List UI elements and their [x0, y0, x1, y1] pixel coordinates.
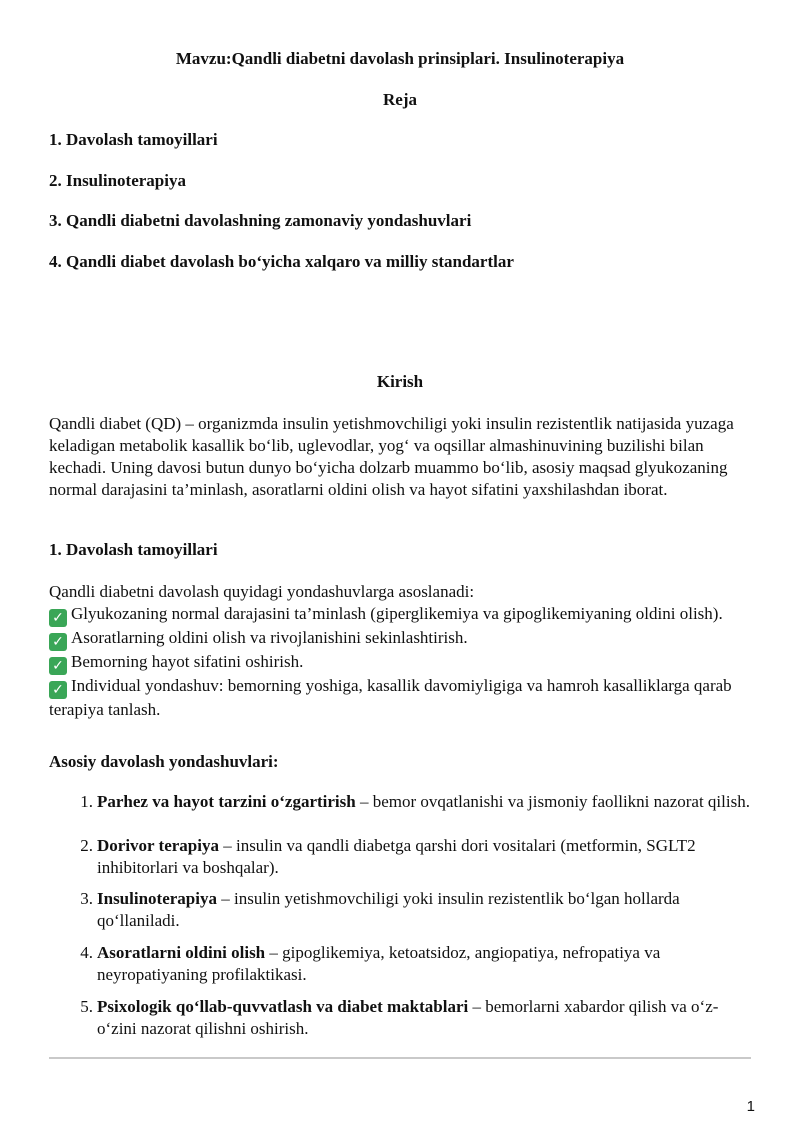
- approach-item: [73, 835, 758, 879]
- plan-item: 4. Qandli diabet davolash bo‘yicha xalqaro va milliy standartlar: [49, 252, 514, 271]
- approach-term: Dorivor terapiya: [97, 836, 219, 855]
- approach-number: 4.: [80, 943, 93, 962]
- principles-block: [49, 581, 764, 721]
- section-heading: 1. Davolash tamoyillari: [49, 540, 218, 559]
- document-title: Mavzu:Qandli diabetni davolash prinsiplari. Insulinoterapiya: [175, 49, 625, 68]
- approach-description: – insulin va qandli diabetga qarshi dori vositalari (metformin, SGLT2 inhibitorlari va boshqalar).: [97, 836, 696, 877]
- approach-description: – gipoglikemiya, ketoatsidoz, angiopatiya, nefropatiya va neyropatiyaning profilaktikasi.: [97, 943, 661, 984]
- checklist-text: Bemorning hayot sifatini oshirish.: [71, 652, 304, 671]
- approach-item: [73, 942, 758, 986]
- check-mark-icon: ✓: [49, 633, 67, 651]
- approach-number: 1.: [80, 792, 93, 811]
- check-mark-icon: ✓: [49, 657, 67, 675]
- checklist-item: [49, 651, 764, 675]
- intro-heading: Kirish: [376, 372, 424, 391]
- approach-item: [73, 888, 758, 932]
- approach-number: 2.: [80, 836, 93, 855]
- checklist-text: Glyukozaning normal darajasini ta’minlash (giperglikemiya va gipoglikemiyaning oldini olish).: [71, 604, 723, 623]
- plan-item: 1. Davolash tamoyillari: [49, 130, 218, 149]
- approach-description: – bemorlarni xabardor qilish va o‘z-o‘zini nazorat qilishni oshirish.: [97, 997, 719, 1038]
- approach-term: Insulinoterapiya: [97, 889, 217, 908]
- checklist-item: [49, 627, 764, 651]
- check-mark-icon: ✓: [49, 609, 67, 627]
- horizontal-rule: [49, 1057, 751, 1059]
- plan-item: 3. Qandli diabetni davolashning zamonaviy yondashuvlari: [49, 211, 472, 230]
- checklist-text: Individual yondashuv: bemorning yoshiga, kasallik davomiyligiga va hamroh kasalliklarga qarab terapiya tanlash.: [49, 676, 732, 719]
- checklist-item: [49, 675, 764, 721]
- approach-item: [73, 791, 758, 813]
- checklist-item: [49, 603, 764, 627]
- approach-term: Parhez va hayot tarzini o‘zgartirish: [97, 792, 356, 811]
- approach-item: [73, 996, 758, 1040]
- approach-term: Psixologik qo‘llab-quvvatlash va diabet maktablari: [97, 997, 469, 1016]
- intro-paragraph: Qandli diabet (QD) – organizmda insulin yetishmovchiligi yoki insulin rezistentlik natijasida yuzaga keladigan metabolik kasallik bo‘lib, uglevodlar, yog‘ va oqsillar almashinuvining buzilishi bilan kechadi. Uning davosi butun dunyo bo‘yicha dolzarb muammo bo‘lib, asosiy maqsad glyukozaning normal darajasini ta’minlash, asoratlarni oldini olish va hayot sifatini yaxshilashdan iborat.: [49, 414, 734, 499]
- approach-number: 3.: [80, 889, 93, 908]
- plan-heading: Reja: [383, 90, 417, 109]
- plan-item: 2. Insulinoterapiya: [49, 171, 186, 190]
- page-number: 1: [746, 1098, 755, 1115]
- checklist-text: Asoratlarning oldini olish va rivojlanishini sekinlashtirish.: [71, 628, 468, 647]
- approaches-heading: Asosiy davolash yondashuvlari:: [49, 752, 279, 771]
- approach-description: – insulin yetishmovchiligi yoki insulin rezistentlik bo‘lgan hollarda qo‘llaniladi.: [97, 889, 680, 930]
- approach-term: Asoratlarni oldini olish: [97, 943, 266, 962]
- check-mark-icon: ✓: [49, 681, 67, 699]
- approach-description: – bemor ovqatlanishi va jismoniy faollikni nazorat qilish.: [355, 792, 750, 811]
- principles-lead: Qandli diabetni davolash quyidagi yondashuvlarga asoslanadi:: [49, 582, 475, 601]
- approach-number: 5.: [80, 997, 93, 1016]
